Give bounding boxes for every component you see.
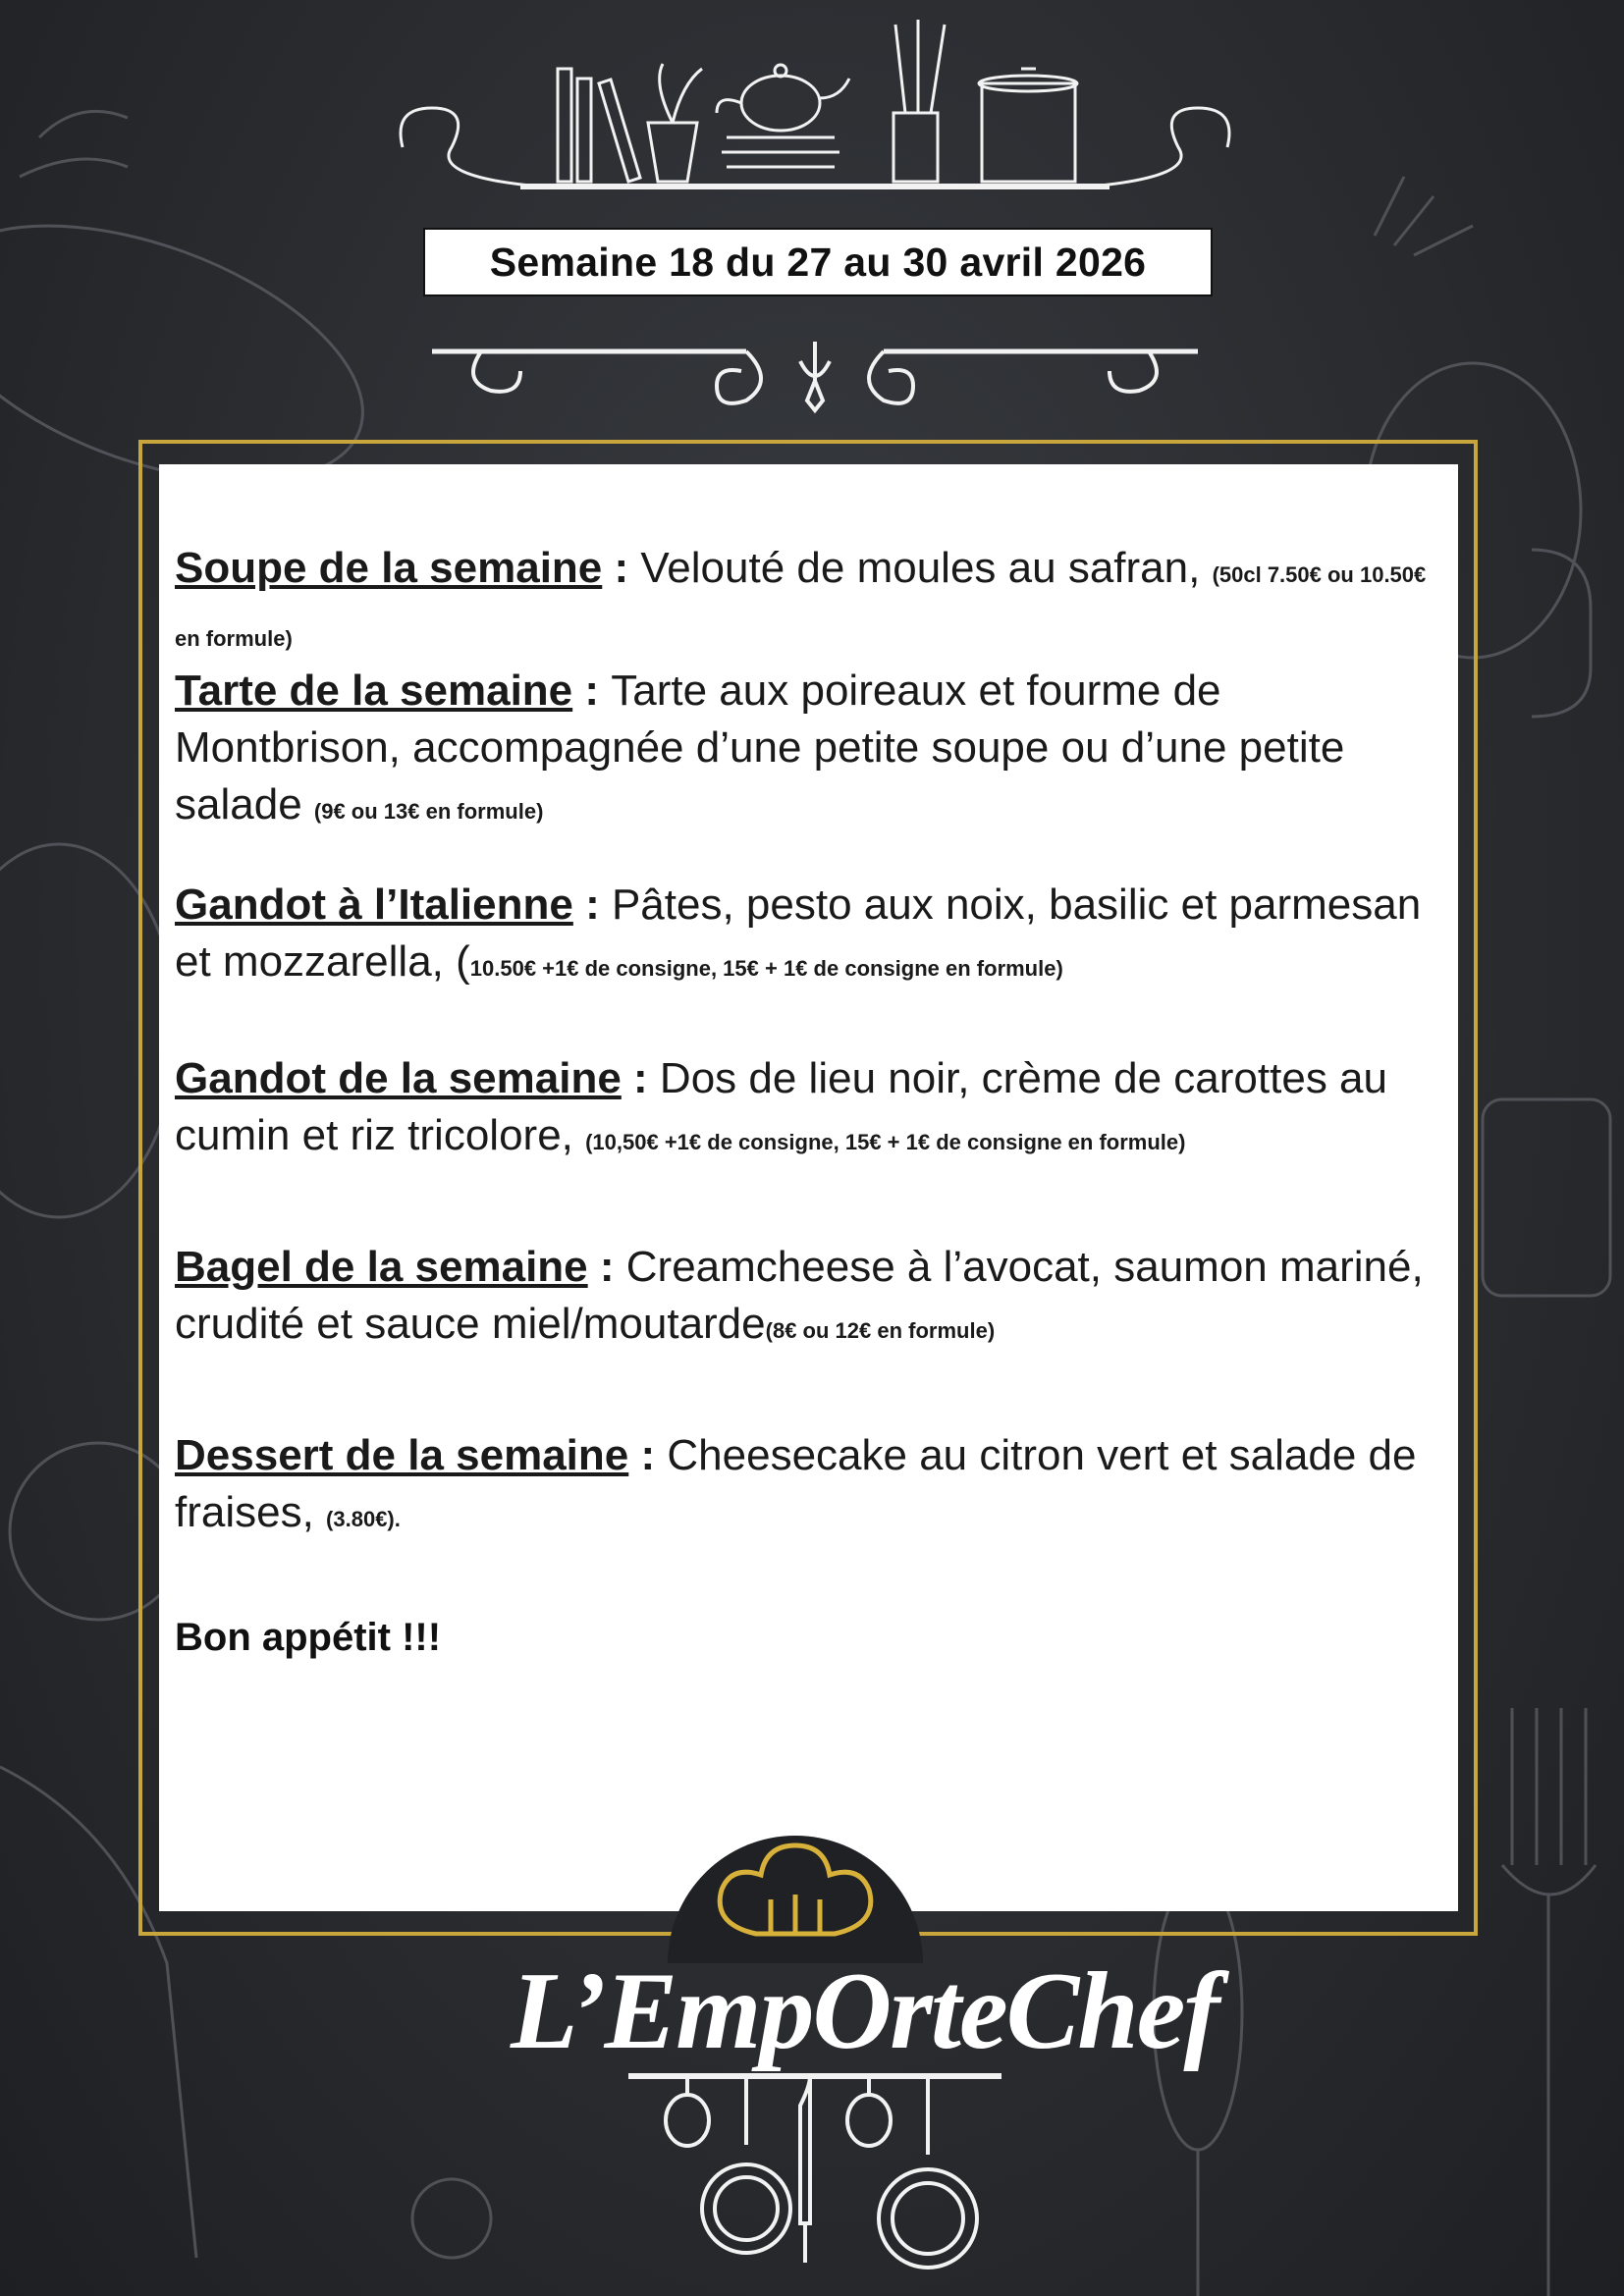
menu-item-description: Cheesecake au citron vert et salade de fraises, xyxy=(175,1431,1417,1536)
week-title-box xyxy=(423,228,1213,296)
menu-item-price: (50cl 7.50€ ou 10.50€ en formule) xyxy=(175,562,1427,651)
menu-item-price: (3.80€). xyxy=(326,1507,401,1531)
kitchen-shelf-illustration xyxy=(393,10,1237,206)
menu-item-description: Dos de lieu noir, crème de carottes au cumin et riz tricolore, xyxy=(175,1054,1387,1159)
menu-item-soupe xyxy=(175,540,1441,667)
menu-item-heading: Dessert de la semaine xyxy=(175,1431,629,1479)
chef-hat-icon xyxy=(648,1826,943,1963)
menu-item-gandot-semaine xyxy=(175,1050,1441,1171)
utensils-illustration xyxy=(609,2061,1021,2287)
week-title: Semaine 18 du 27 au 30 avril 2026 xyxy=(489,239,1147,285)
menu-item-price: (10,50€ +1€ de consigne, 15€ + 1€ de consigne en formule) xyxy=(585,1130,1186,1154)
menu-item-separator: : xyxy=(602,544,641,592)
menu-item-separator: : xyxy=(572,667,612,715)
menu-item-description: Tarte aux poireaux et fourme de Montbrison, accompagnée d’une petite soupe ou d’une petite salade xyxy=(175,667,1345,828)
menu-item-price: 10.50€ +1€ de consigne, 15€ + 1€ de consigne en formule) xyxy=(469,956,1063,981)
menu-item-heading: Tarte de la semaine xyxy=(175,667,573,715)
menu-item-separator: : xyxy=(628,1431,668,1479)
closing-text: Bon appétit !!! xyxy=(175,1616,442,1659)
menu-item-heading: Gandot à l’Italienne xyxy=(175,881,573,929)
menu-item-dessert xyxy=(175,1427,1441,1548)
menu-item-separator: : xyxy=(587,1243,626,1291)
menu-item-heading: Soupe de la semaine xyxy=(175,544,603,592)
menu-item-heading: Gandot de la semaine xyxy=(175,1054,622,1102)
menu-item-description: Velouté de moules au safran, xyxy=(640,544,1213,592)
menu-item-description: Creamcheese à l’avocat, saumon mariné, crudité et sauce miel/moutarde xyxy=(175,1243,1424,1348)
menu-item-bagel xyxy=(175,1239,1441,1360)
menu-item-separator: : xyxy=(621,1054,660,1102)
menu-item-heading: Bagel de la semaine xyxy=(175,1243,588,1291)
menu-item-gandot-italienne xyxy=(175,877,1441,997)
menu-item-price: (9€ ou 13€ en formule) xyxy=(313,799,544,824)
menu-item-price: (8€ ou 12€ en formule) xyxy=(765,1318,996,1343)
ornamental-flourish xyxy=(422,312,1208,420)
menu-item-separator: : xyxy=(572,881,612,929)
menu-item-description: Pâtes, pesto aux noix, basilic et parmesan et mozzarella, ( xyxy=(175,881,1422,986)
menu-item-tarte xyxy=(175,663,1441,840)
logo-wordmark: L’EmpOrteChef xyxy=(511,1950,1218,2072)
